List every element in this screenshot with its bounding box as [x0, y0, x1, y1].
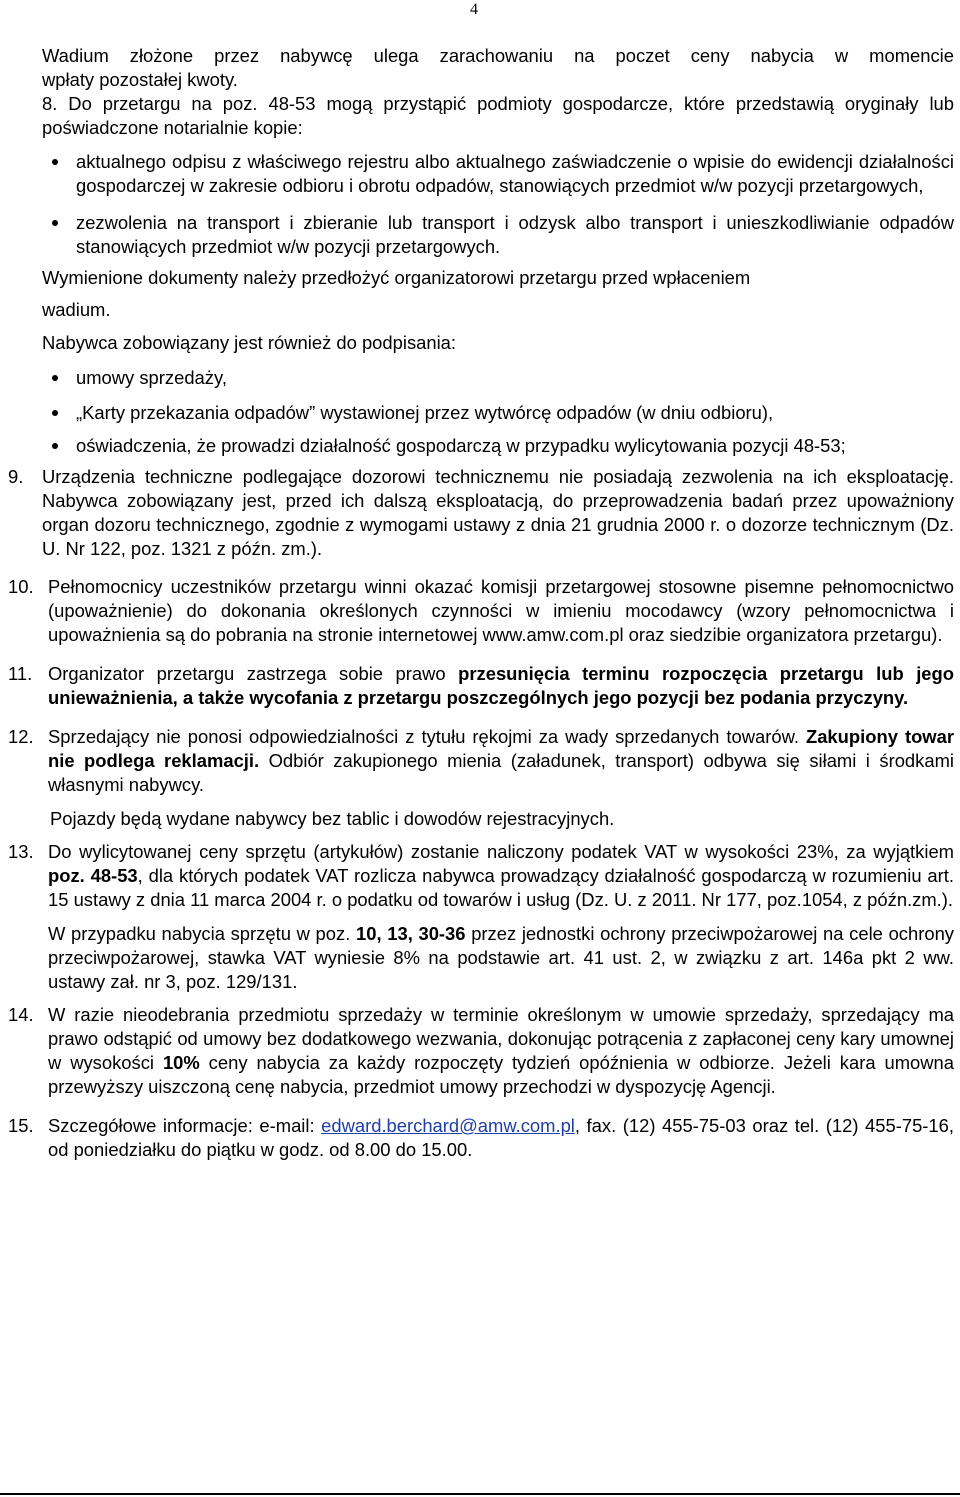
section-14-text-cont: ceny nabycia za każdy rozpoczęty tydzień opóźnienia w odbiorze. Jeżeli kara umowna przewyższy uiszczoną cenę nabycia, przedmiot umowy przechodzi w dyspozycję Agencji.	[48, 1052, 954, 1097]
section-13-text-cont: , dla których podatek VAT rozlicza nabywca prowadzący działalność gospodarczą w rozumieniu art. 15 ustawy z dnia 11 marca 2004 r. o podatku od towarów i usług (Dz. U. z 2011. Nr 177, poz.1054, z późn.zm.).	[48, 865, 954, 910]
section-9	[8, 465, 954, 561]
section-10-body: Pełnomocnicy uczestników przetargu winni okazać komisji przetargowej stosowne pisemne pełnomocnictwo (upoważnienie) do dokonania określonych czynności w imieniu mocodawcy (wzory pełnomocnictwa i upoważnienia są do pobrania na stronie internetowej www.amw.com.pl oraz siedzibie organizatora przetargu).	[48, 576, 954, 645]
section-13-text: Do wylicytowanej ceny sprzętu (artykułów) zostanie naliczony podatek VAT w wysokości 23%, za wyjątkiem	[48, 841, 954, 862]
section-12-vehicles-note: Pojazdy będą wydane nabywcy bez tablic i dowodów rejestracyjnych.	[50, 808, 615, 829]
section-15-number: 15.	[8, 1115, 34, 1136]
section-14-bold-text: 10%	[162, 1052, 200, 1073]
section-13-fire-text-cont: przez jednostki ochrony przeciwpożarowej na cele ochrony przeciwpożarowej, stawka VAT wyniesie 8% na podstawie art. 41 ust. 2, w związku z art. 146a pkt 2 ww. ustawy zał. nr 3, poz. 129/131.	[48, 923, 954, 992]
section-8-body: Do przetargu na poz. 48-53 mogą przystąpić podmioty gospodarcze, które przedstawią oryginały lub poświadczone notarialnie kopie:	[42, 93, 954, 138]
section-9-number: 9.	[8, 466, 24, 487]
list-item: aktualnego odpisu z właściwego rejestru albo aktualnego zaświadczenie o wpisie do ewidencji działalności gospodarczej w zakresie odbioru i obrotu odpadów, stanowiących przedmiot w/w pozycji przetargowych,	[42, 150, 954, 198]
footer-divider	[0, 1493, 960, 1495]
section-11	[8, 662, 954, 710]
section-13-number: 13.	[8, 841, 34, 862]
section-12-text-cont: Odbiór zakupionego mienia (załadunek, transport) odbywa się siłami i środkami własnymi nabywcy.	[48, 750, 954, 795]
documents-note-line-1: Wymienione dokumenty należy przedłożyć organizatorowi przetargu przed wpłaceniem	[42, 267, 751, 288]
section-14-number: 14.	[8, 1004, 34, 1025]
section-15-body	[48, 1114, 954, 1162]
section-11-body	[48, 662, 954, 710]
section-13-fire-bold: 10, 13, 30-36	[356, 923, 466, 944]
list-item: umowy sprzedaży,	[42, 366, 954, 390]
section-12-bold-text: Zakupiony towar nie podlega reklamacji.	[48, 726, 954, 771]
list-item: zezwolenia na transport i zbieranie lub transport i odzysk albo transport i unieszkodliwianie odpadów stanowiących przedmiot w/w pozycji przetargowych.	[42, 211, 954, 259]
list-item: oświadczenia, że prowadzi działalność gospodarczą w przypadku wylicytowania pozycji 48-53;	[42, 434, 954, 458]
section-10-number: 10.	[8, 576, 34, 597]
section-12-text: Sprzedający nie ponosi odpowiedzialności z tytułu rękojmi za wady sprzedanych towarów.	[48, 726, 806, 747]
page-number: 4	[470, 1, 478, 18]
section-13-bold-text: poz. 48-53	[48, 865, 138, 886]
intro-line-2: wpłaty pozostałej kwoty.	[42, 69, 238, 90]
section-11-bold-text: przesunięcia terminu rozpoczęcia przetargu lub jego unieważnienia, a także wycofania z przetargu poszczególnych jego pozycji bez podania przyczyny.	[48, 663, 954, 708]
section-10	[8, 575, 954, 647]
section-14	[8, 1003, 954, 1099]
section-9-body: Urządzenia techniczne podlegające dozorowi technicznemu nie posiadają zezwolenia na ich eksploatację. Nabywca zobowiązany jest, przed ich dalszą eksploatacją, do przeprowadzenia badań przez upoważniony organ dozoru technicznego, zgodnie z wymogami ustawy z dnia 21 grudnia 2000 r. o dozorze technicznym (Dz. U. Nr 122, poz. 1321 z późn. zm.).	[42, 466, 954, 559]
section-14-text: W razie nieodebrania przedmiotu sprzedaży w terminie określonym w umowie sprzedaży, sprzedający ma prawo odstąpić od umowy bez dodatkowego wezwania, dokonując potrącenia z zapłaconej ceny kary umownej w wysokości	[48, 1004, 954, 1073]
section-11-number: 11.	[8, 663, 33, 684]
section-13-body	[48, 840, 954, 912]
intro-line-1: Wadium złożone przez nabywcę ulega zarachowaniu na poczet ceny nabycia w momencie	[42, 45, 954, 66]
email-link[interactable]: edward.berchard@amw.com.pl	[321, 1115, 575, 1136]
section-13	[8, 840, 954, 994]
section-13-fire-note	[48, 922, 954, 994]
document-body	[8, 44, 954, 1162]
section-11-text: Organizator przetargu zastrzega sobie prawo	[48, 663, 459, 684]
section-12-number: 12.	[8, 726, 34, 747]
buyer-obligations-intro: Nabywca zobowiązany jest również do podpisania:	[42, 332, 457, 353]
section-12	[8, 725, 954, 831]
section-15-text: Szczegółowe informacje: e-mail:	[48, 1115, 322, 1136]
section-8	[42, 92, 954, 140]
section-8-number: 8.	[42, 93, 58, 114]
section-15	[8, 1114, 954, 1162]
section-14-body	[48, 1003, 954, 1099]
section-12-body	[48, 725, 954, 797]
list-item: „Karty przekazania odpadów” wystawionej przez wytwórcę odpadów (w dniu odbioru),	[42, 401, 954, 425]
required-documents-list	[42, 150, 954, 259]
buyer-obligations-list	[42, 366, 954, 458]
section-13-fire-text: W przypadku nabycia sprzętu w poz.	[48, 923, 356, 944]
section-8-text	[42, 92, 954, 140]
documents-note-line-2: wadium.	[42, 299, 111, 320]
section-15-text-cont: , fax. (12) 455-75-03 oraz tel. (12) 455-75-16, od poniedziałku do piątku w godz. od 8.00 do 15.00.	[48, 1115, 954, 1160]
